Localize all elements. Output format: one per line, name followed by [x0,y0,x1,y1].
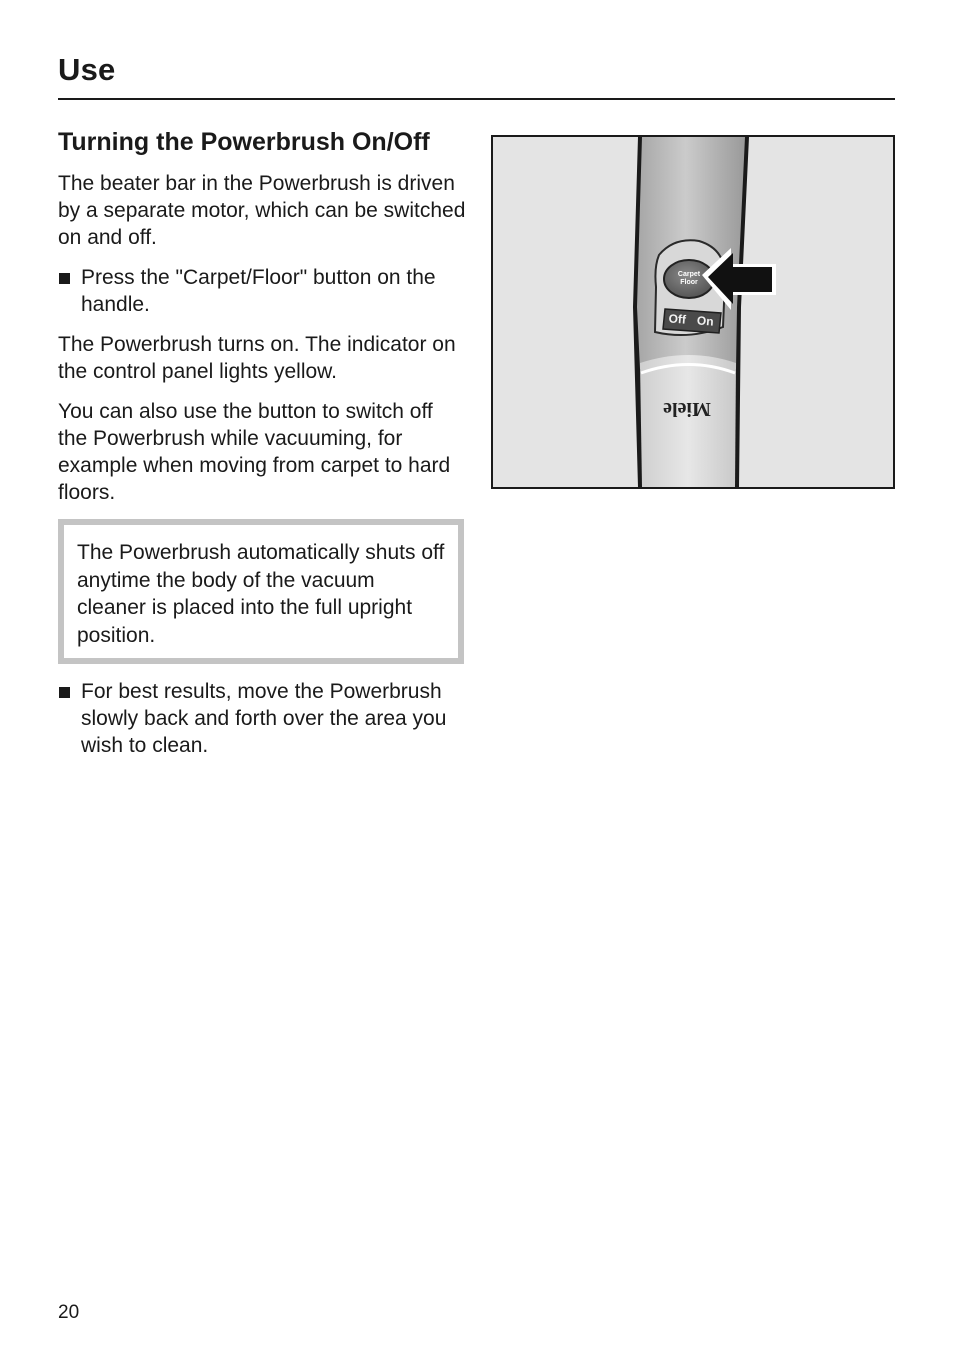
bullet-square-icon [59,687,70,698]
result-paragraph: The Powerbrush turns on. The indicator on the control panel lights yellow. [58,333,456,383]
bullet-square-icon [59,273,70,284]
indicator-off-label: Off [668,311,687,327]
note-text: The Powerbrush automatically shuts off anytime the body of the vacuum cleaner is placed into the full upright position. [77,541,445,647]
section-heading: Turning the Powerbrush On/Off [58,128,430,156]
section-title: Use [58,52,116,87]
brand-logo: Miele [663,398,711,420]
note-box [58,519,464,664]
indicator-on-label: On [696,313,715,329]
instruction-step [58,678,466,759]
button-label-floor: Floor [680,279,698,286]
instruction-step [58,264,466,318]
intro-paragraph: The beater bar in the Powerbrush is driven by a separate motor, which can be switched on and off. [58,172,466,249]
instruction-text: Press the "Carpet/Floor" button on the handle. [81,266,436,316]
title-rule [58,98,895,100]
button-label-carpet: Carpet [677,271,701,278]
page-number: 20 [58,1302,80,1323]
instruction-text: For best results, move the Powerbrush slowly back and forth over the area you wish to clean. [81,680,447,757]
switch-off-paragraph: You can also use the button to switch off the Powerbrush while vacuuming, for example when moving from carpet to hard floors. [58,400,451,504]
handle-illustration [491,135,895,489]
main-text-column [58,126,466,772]
handle-drawing [493,137,893,487]
